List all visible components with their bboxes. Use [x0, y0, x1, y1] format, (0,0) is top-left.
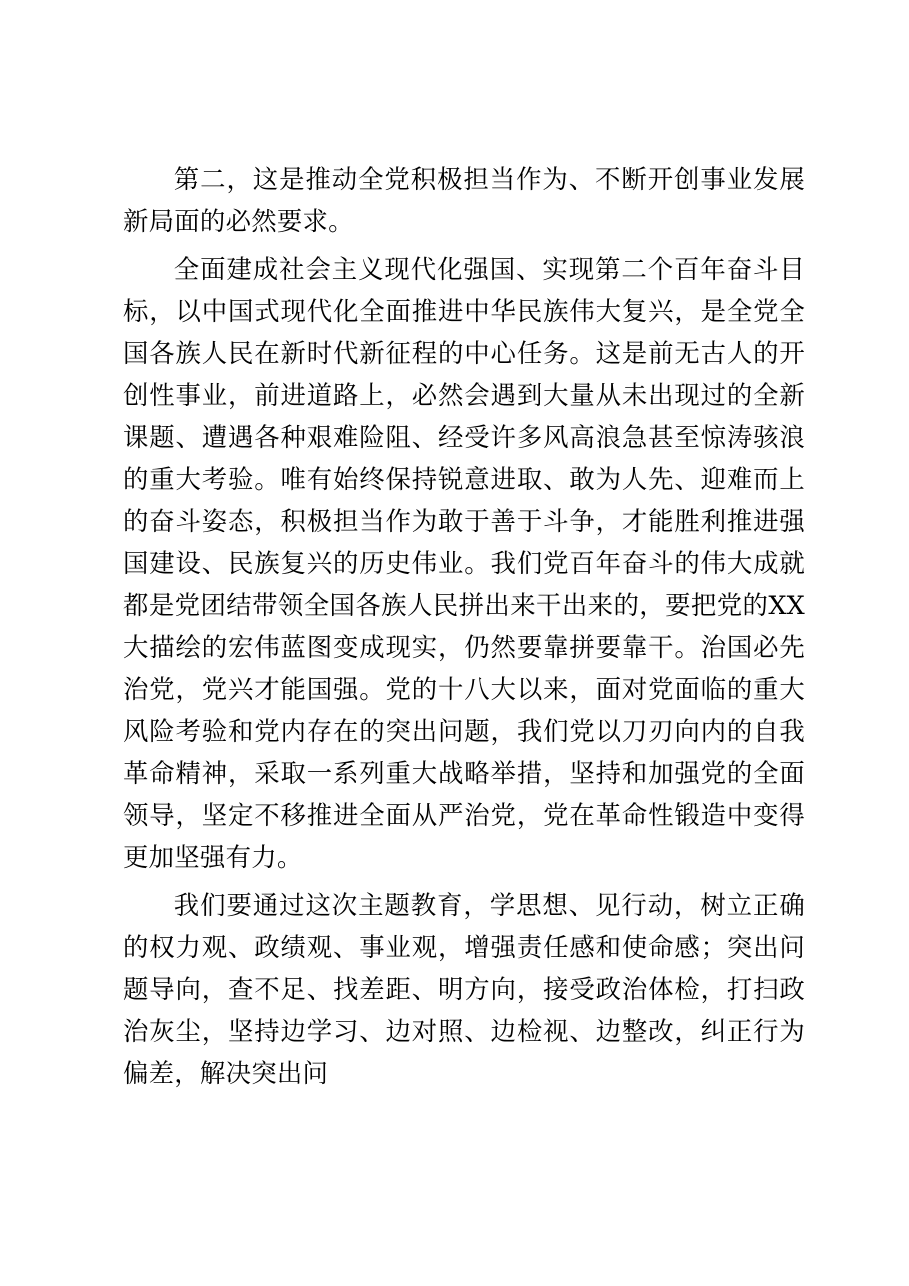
document-body — [123, 158, 805, 1094]
paragraph-body: 全面建成社会主义现代化强国、实现第二个百年奋斗目标，以中国式现代化全面推进中华民族伟大复兴，是全党全国各族人民在新时代新征程的中心任务。这是前无古人的开创性事业，前进道路上，必然会遇到大量从未出现过的全新课题、遭遇各种艰难险阻、经受许多风高浪急甚至惊涛骇浪的重大考验。唯有始终保持锐意进取、敢为人先、迎难而上的奋斗姿态，积极担当作为敢于善于斗争，才能胜利推进强国建设、民族复兴的历史伟业。我们党百年奋斗的伟大成就都是党团结带领全国各族人民拼出来干出来的，要把党的XX大描绘的宏伟蓝图变成现实，仍然要靠拼要靠干。治国必先治党，党兴才能国强。党的十八大以来，面对党面临的重大风险考验和党内存在的突出问题，我们党以刀刃向内的自我革命精神，采取一系列重大战略举措，坚持和加强党的全面领导，坚定不移推进全面从严治党，党在革命性锻造中变得更加坚强有力。 — [123, 254, 805, 872]
paragraph-heading: 第二，这是推动全党积极担当作为、不断开创事业发展新局面的必然要求。 — [123, 164, 805, 236]
paragraph-body: 我们要通过这次主题教育，学思想、见行动，树立正确的权力观、政绩观、事业观，增强责任感和使命感；突出问题导向，查不足、找差距、明方向，接受政治体检，打扫政治灰尘，坚持边学习、边对照、边检视、边整改，纠正行为偏差，解决突出问 — [123, 890, 805, 1088]
